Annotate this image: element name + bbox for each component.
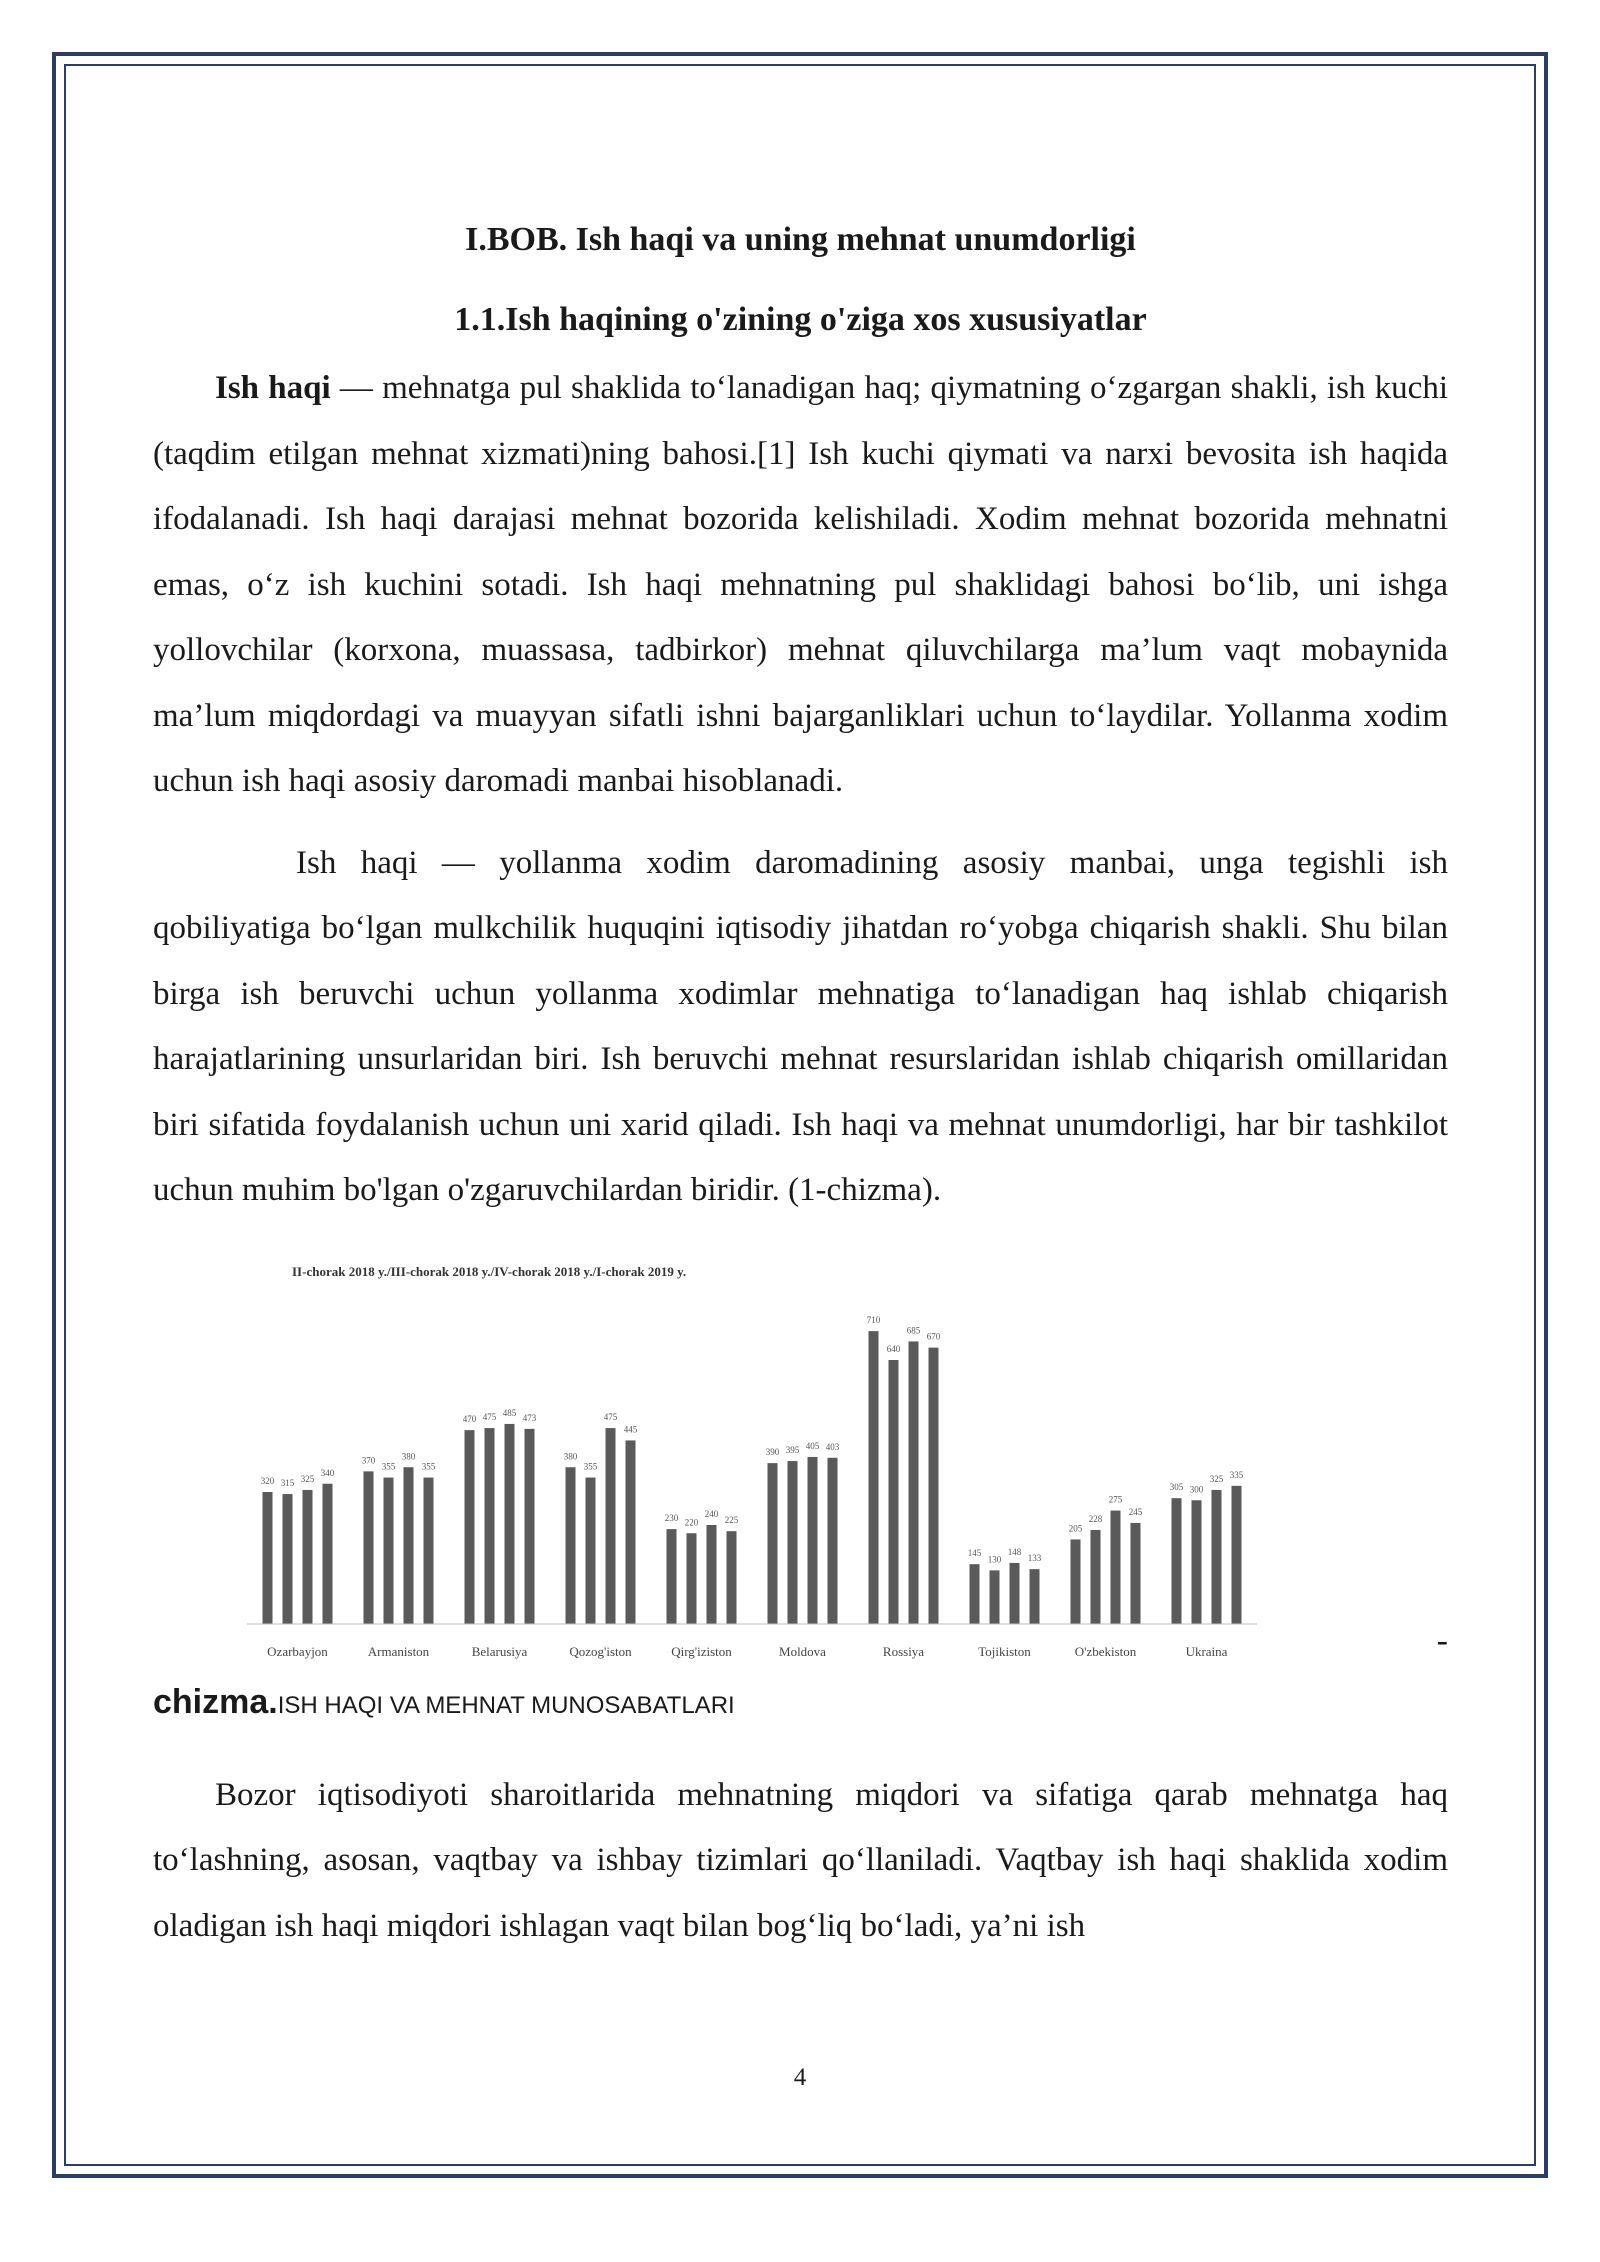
- chart-data-label: 335: [1229, 1469, 1244, 1480]
- chart-bar: [869, 1331, 879, 1624]
- chart-bar: [606, 1428, 616, 1624]
- chart-bar: [364, 1471, 374, 1624]
- chart-data-label: 320: [260, 1475, 275, 1486]
- chart-category-label: Rossiya: [882, 1643, 925, 1659]
- section-title: 1.1.Ish haqining o'zining o'ziga xos xususiyatlar: [454, 301, 1147, 338]
- paragraph-3: Bozor iqtisodiyoti sharoitlarida mehnatning miqdori va sifatiga qarab mehnatga haq to‘lashning, asosan, vaqtbay va ishbay tizimlari qo‘llaniladi. Vaqtbay ish haqi shaklida xodim oladigan ish haqi miqdori ishlagan vaqt bilan bog‘liq bo‘ladi, ya’ni ish: [153, 1776, 1448, 1944]
- chart-data-label: 355: [583, 1461, 598, 1472]
- chart-bar: [384, 1477, 394, 1623]
- chart-data-label: 230: [664, 1512, 679, 1523]
- chart-bar: [1212, 1489, 1222, 1623]
- figure-caption: [153, 1674, 1448, 1737]
- chart-bar: [1010, 1562, 1020, 1623]
- chart-bar: [1030, 1569, 1040, 1624]
- chart-data-label: 300: [1189, 1483, 1204, 1494]
- chart-data-label: 380: [401, 1450, 416, 1461]
- caption-dash: -: [1436, 1621, 1448, 1659]
- chapter-title: I.BOB. Ish haqi va uning mehnat unumdorligi: [465, 221, 1136, 258]
- chart-bar: [1172, 1498, 1182, 1624]
- chart-category-label: Belarusiya: [471, 1643, 528, 1659]
- chart-bar: [707, 1525, 717, 1624]
- chart-data-label: 485: [502, 1407, 517, 1418]
- chart-data-label: 445: [623, 1423, 638, 1434]
- chart-bar: [303, 1489, 313, 1623]
- chart-bar: [485, 1428, 495, 1624]
- chart-data-label: 405: [805, 1440, 820, 1451]
- chart-bar: [263, 1492, 273, 1624]
- chart-bar: [404, 1467, 414, 1624]
- chart-bar: [465, 1430, 475, 1624]
- chart-bar: [424, 1477, 434, 1623]
- chart-bar: [626, 1440, 636, 1624]
- chart-bar: [283, 1494, 293, 1624]
- chart-bar: [909, 1341, 919, 1624]
- chart-data-label: 470: [462, 1413, 477, 1424]
- chart-bar: [586, 1477, 596, 1623]
- chart-data-label: 305: [1169, 1481, 1184, 1492]
- document-page: [153, 210, 1448, 1959]
- chart-data-label: 133: [1027, 1552, 1042, 1563]
- chart-data-label: 395: [785, 1444, 800, 1455]
- chart-data-label: 380: [563, 1450, 578, 1461]
- chart-bar: [1192, 1500, 1202, 1624]
- caption-label: chizma.: [153, 1682, 278, 1721]
- chart-data-label: 710: [866, 1314, 881, 1325]
- chart-bar: [828, 1457, 838, 1623]
- chart-bar: [889, 1360, 899, 1624]
- chart-bar: [1131, 1522, 1141, 1623]
- chart-data-label: 240: [704, 1508, 719, 1519]
- paragraph-1-text: — mehnatga pul shaklida to‘lanadigan haq; qiymatning o‘zgargan shakli, ish kuchi (taqdim etilgan mehnat xizmati)ning bahosi.[1] Ish kuchi qiymati va narxi bevosita ish haqida ifodalanadi. Ish haqi darajasi mehnat bozorida kelishiladi. Xodim mehnat bozorida mehnatni emas, o‘z ish kuchini sotadi. Ish haqi mehnatning pul shaklidagi bahosi bo‘lib, uni ishga yollovchilar (korxona, muassasa, tadbirkor) mehnat qiluvchilarga ma’lum vaqt mobaynida ma’lum miqdordagi va muayyan sifatli ishni bajarganliklari uchun to‘laydilar. Yollanma xodim uchun ish haqi asosiy daromadi manbai hisoblanadi.: [153, 370, 1448, 799]
- chart-data-label: 228: [1088, 1513, 1103, 1524]
- chart-data-label: 220: [684, 1516, 699, 1527]
- chart-data-label: 130: [987, 1553, 1002, 1564]
- chart-bar: [1091, 1529, 1101, 1623]
- chart-bar: [1111, 1510, 1121, 1623]
- paragraph-1: [153, 356, 1448, 815]
- chart-data-label: 370: [361, 1454, 376, 1465]
- chart-data-label: 475: [603, 1411, 618, 1422]
- chart-bar: [768, 1463, 778, 1624]
- chart-data-label: 145: [967, 1547, 982, 1558]
- chart-category-label: Tojikiston: [978, 1643, 1031, 1659]
- chart-category-label: Qozog'iston: [569, 1643, 632, 1659]
- chart-data-label: 148: [1007, 1546, 1022, 1557]
- chart-data-label: 325: [300, 1473, 315, 1484]
- chart-bar: [970, 1564, 980, 1624]
- chart-title: II-chorak 2018 y./III-chorak 2018 y./IV-chorak 2018 y./I-chorak 2019 y.: [292, 1263, 687, 1279]
- chart-bar: [566, 1467, 576, 1624]
- chart-bar: [525, 1428, 535, 1623]
- chart-data-label: 315: [280, 1477, 295, 1488]
- chart-data-label: 640: [886, 1343, 901, 1354]
- wage-bar-chart: [217, 1254, 1277, 1674]
- chart-bar: [727, 1531, 737, 1624]
- chart-category-label: Ukraina: [1185, 1643, 1228, 1659]
- chart-data-label: 205: [1068, 1522, 1083, 1533]
- page-number: 4: [793, 2064, 807, 2091]
- chart-data-label: 685: [906, 1324, 921, 1335]
- chart-data-label: 325: [1209, 1473, 1224, 1484]
- chart-bar: [323, 1483, 333, 1623]
- chart-data-label: 245: [1128, 1506, 1143, 1517]
- chart-data-label: 355: [381, 1461, 396, 1472]
- chart-data-label: 340: [320, 1467, 335, 1478]
- chart-bar: [808, 1456, 818, 1623]
- paragraph-2: Ish haqi — yollanma xodim daromadining asosiy manbai, unga tegishli ish qobiliyatiga bo‘lgan mulkchilik huquqini iqtisodiy jihatdan ro‘yobga chiqarish shakli. Shu bilan birga ish beruvchi uchun yollanma xodimlar mehnatiga to‘lanadigan haq ishlab chiqarish harajatlarining unsurlaridan biri. Ish beruvchi mehnat resurslaridan ishlab chiqarish omillaridan biri sifatida foydalanish uchun uni xarid qiladi. Ish haqi va mehnat unumdorligi, har bir tashkilot uchun muhim bo'lgan o'zgaruvchilardan biridir. (1-chizma).: [153, 844, 1448, 1208]
- chart-data-label: 225: [724, 1514, 739, 1525]
- chart-data-label: 403: [825, 1441, 840, 1452]
- chart-data-label: 475: [482, 1411, 497, 1422]
- chart-data-label: 355: [421, 1461, 436, 1472]
- chart-category-label: O'zbekiston: [1074, 1643, 1137, 1659]
- chart-category-label: Ozarbayjon: [267, 1643, 328, 1659]
- chart-category-label: Moldova: [779, 1643, 826, 1659]
- chart-bar: [1071, 1539, 1081, 1624]
- chart-bar: [667, 1529, 677, 1624]
- term-ish-haqi: Ish haqi: [215, 370, 331, 406]
- chart-data-label: 275: [1108, 1494, 1123, 1505]
- chart-category-label: Armaniston: [367, 1643, 430, 1659]
- caption-text: ISH HAQI VA MEHNAT MUNOSABATLARI: [277, 1691, 735, 1719]
- chart-data-label: 390: [765, 1446, 780, 1457]
- chart-category-label: Qirg'iziston: [671, 1643, 732, 1659]
- chart-bar: [990, 1570, 1000, 1624]
- chart-data-label: 473: [522, 1412, 537, 1423]
- chart-figure: [153, 1254, 1448, 1674]
- chart-bar: [788, 1461, 798, 1624]
- chart-bar: [1232, 1485, 1242, 1623]
- chart-bar: [505, 1423, 515, 1623]
- chart-bar: [687, 1533, 697, 1624]
- chart-bar: [929, 1347, 939, 1623]
- chart-data-label: 670: [926, 1331, 941, 1342]
